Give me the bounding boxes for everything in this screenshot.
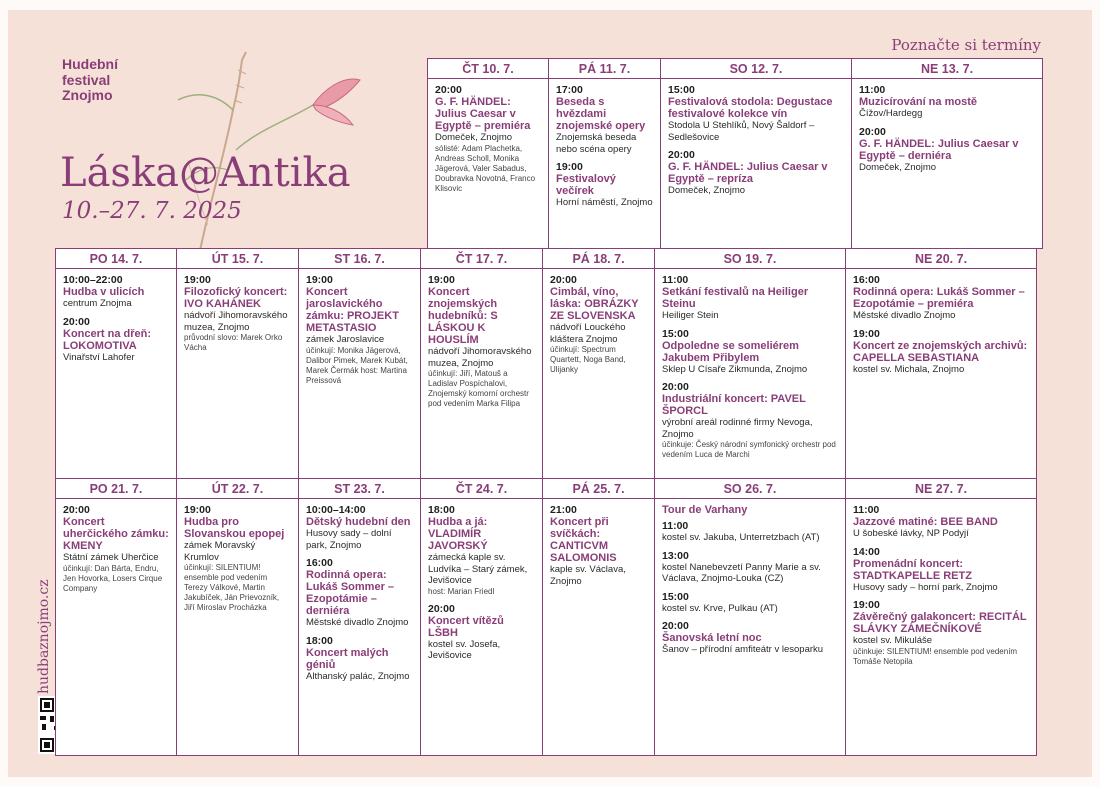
event-title: Koncert malých géniů — [306, 646, 389, 671]
event-item — [306, 274, 413, 386]
day-header: NE 13. 7. — [852, 59, 1042, 79]
event-venue: Znojemská beseda nebo scéna opery — [556, 132, 637, 155]
event-item — [184, 504, 291, 613]
event-item — [662, 520, 838, 544]
event-title: Muzicírování na mostě — [859, 96, 977, 108]
day-cell — [55, 248, 177, 479]
event-venue: Husovy sady – dolní park, Znojmo — [306, 528, 392, 551]
day-header: ÚT 15. 7. — [177, 249, 298, 269]
event-time: 20:00 — [63, 504, 90, 516]
day-header: PO 21. 7. — [56, 479, 176, 499]
event-venue: nádvoří Jihomoravského muzea, Znojmo — [428, 346, 532, 369]
event-time: 21:00 — [550, 504, 577, 516]
event-item — [662, 381, 838, 460]
event-time: 20:00 — [435, 84, 462, 96]
event-time: 15:00 — [662, 590, 689, 603]
day-cell — [427, 58, 549, 249]
event-time: 20:00 — [662, 620, 689, 632]
day-header: SO 26. 7. — [655, 479, 845, 499]
event-note: host: Marian Friedl — [428, 586, 495, 596]
event-venue: Státní zámek Uherčice — [63, 552, 159, 563]
event-title: Odpoledne se someliérem Jakubem Přibylem — [662, 339, 799, 364]
event-title: Koncert jaroslavického zámku: PROJEKT METASTASIO — [306, 286, 399, 334]
event-item — [550, 504, 647, 587]
festival-poster — [8, 10, 1092, 777]
day-header: NE 27. 7. — [846, 479, 1036, 499]
event-time: 20:00 — [859, 125, 886, 138]
day-cell — [654, 478, 846, 756]
event-title: Koncert ze znojemských archivů: CAPELLA SEBASTIANA — [853, 339, 1028, 364]
event-item — [853, 504, 1029, 540]
event-note: účinkuje: SILENTIUM! ensemble pod vedením Tomáše Netopila — [853, 646, 1018, 666]
calendar-row-week-1 — [427, 58, 1042, 249]
event-title: Hudba pro Slovanskou epopej — [184, 516, 285, 540]
event-title: G. F. HÄNDEL: Julius Caesar v Egyptě – premiéra — [435, 96, 531, 132]
day-header: SO 19. 7. — [655, 249, 845, 269]
event-venue: U šobeské lávky, NP Podyjí — [853, 528, 969, 539]
day-header: ÚT 22. 7. — [177, 479, 298, 499]
event-venue: kaple sv. Václava, Znojmo — [550, 564, 626, 587]
day-header: SO 12. 7. — [661, 59, 851, 79]
brand-line-3: Znojmo — [62, 87, 113, 103]
event-title: Filozofický koncert: IVO KAHÁNEK — [184, 286, 288, 310]
event-venue: nádvoří Jihomoravského muzea, Znojmo — [184, 310, 288, 333]
event-title: Koncert uherčického zámku: KMENY — [63, 516, 169, 552]
day-header: NE 20. 7. — [846, 249, 1036, 269]
poznacte-heading: Poznačte si termíny — [891, 36, 1041, 54]
event-venue: Městské divadlo Znojmo — [853, 310, 956, 321]
day-cell — [660, 58, 852, 249]
day-header: ČT 17. 7. — [421, 249, 542, 269]
event-time: 19:00 — [853, 327, 880, 340]
event-venue: zámecká kaple sv. Ludvíka – Starý zámek, Jevišovice — [428, 552, 528, 586]
event-item — [556, 161, 653, 209]
event-item — [859, 84, 1035, 120]
day-cell — [420, 248, 543, 479]
event-time: 11:00 — [662, 520, 689, 532]
day-header: PO 14. 7. — [56, 249, 176, 269]
event-title: G. F. HÄNDEL: Julius Caesar v Egyptě – derniéra — [859, 137, 1019, 162]
event-title: Jazzové matiné: BEE BAND — [853, 516, 998, 528]
event-title: Beseda s hvězdami znojemské opery — [556, 96, 646, 132]
day-cell — [420, 478, 543, 756]
event-title: Festivalový večírek — [556, 173, 616, 197]
event-item — [859, 126, 1035, 174]
event-item — [428, 504, 535, 597]
festival-brand — [62, 57, 118, 104]
event-item — [306, 635, 413, 683]
event-venue: kostel Nanebevzetí Panny Marie a sv. Václava, Znojmo-Louka (CZ) — [662, 561, 821, 584]
brand-line-1: Hudební — [62, 56, 118, 72]
event-time: 10:00–14:00 — [306, 504, 366, 516]
event-note: účinkují: Monika Jägerová, Dalibor Pimek, Marek Kubát, Marek Čermák host: Martina Preissová — [306, 345, 408, 385]
event-item — [63, 274, 169, 310]
day-cell — [548, 58, 661, 249]
event-venue: výrobní areál rodinné firmy Nevoga, Znojmo — [662, 417, 813, 440]
website-url[interactable]: hudbaznojmo.cz — [36, 579, 52, 694]
festival-dates: 10.–27. 7. 2025 — [62, 198, 242, 224]
day-header: ČT 10. 7. — [428, 59, 548, 79]
event-venue: nádvoří Louckého kláštera Znojmo — [550, 322, 626, 345]
event-item — [184, 274, 291, 353]
day-header: ČT 24. 7. — [421, 479, 542, 499]
event-note: sólisté: Adam Plachetka, Andreas Scholl, Monika Jägerová, Valer Sabadus, Doubravka Novotná, Franco Klisovic — [435, 143, 536, 193]
event-title: G. F. HÄNDEL: Julius Caesar v Egyptě – repríza — [668, 161, 828, 185]
event-item — [428, 603, 535, 662]
day-header: PÁ 25. 7. — [543, 479, 654, 499]
event-item — [662, 620, 838, 656]
event-title: Hudba a já: VLADIMÍR JAVORSKÝ — [428, 516, 488, 552]
day-cell — [542, 478, 655, 756]
event-time: 15:00 — [662, 327, 689, 340]
event-title: Rodinná opera: Lukáš Sommer – Ezopotámie – premiéra — [853, 286, 1025, 310]
event-venue: Městské divadlo Znojmo — [306, 617, 409, 628]
event-venue: Stodola U Stehlíků, Nový Šaldorf – Sedlešovice — [668, 120, 815, 143]
day-header: PÁ 11. 7. — [549, 59, 660, 79]
day-cell — [542, 248, 655, 479]
event-item — [63, 504, 169, 594]
event-item — [63, 316, 169, 364]
event-venue: centrum Znojma — [63, 298, 132, 309]
event-time: 11:00 — [662, 274, 689, 286]
event-item — [662, 591, 838, 615]
calendar-row-week-3 — [55, 478, 1036, 756]
event-venue: Domeček, Znojmo — [859, 161, 937, 173]
event-item — [853, 599, 1029, 667]
day-cell — [55, 478, 177, 756]
event-title: Koncert znojemských hudebníků: S LÁSKOU K HOUSLÍM — [428, 286, 498, 346]
event-item — [853, 546, 1029, 594]
event-time: 11:00 — [859, 84, 886, 96]
event-venue: zámek Jaroslavice — [306, 334, 385, 345]
event-title: Koncert na dřeň: LOKOMOTIVA — [63, 327, 152, 352]
event-time: 18:00 — [306, 634, 333, 647]
event-venue: Šanov – přírodní amfiteátr v lesoparku — [662, 644, 824, 655]
event-item — [306, 504, 413, 551]
event-title: Hudba v ulicích — [63, 286, 145, 298]
event-time: 19:00 — [428, 274, 455, 286]
event-time: 14:00 — [853, 545, 880, 558]
event-item — [306, 557, 413, 629]
event-venue: Sklep U Císaře Zikmunda, Znojmo — [662, 363, 808, 375]
event-time: 16:00 — [853, 274, 880, 286]
event-note: účinkuje: Český národní symfonický orchestr pod vedením Luca de Marchi — [662, 440, 836, 459]
event-title: Tour de Varhany — [662, 504, 748, 516]
event-item — [662, 550, 838, 585]
event-time: 16:00 — [306, 557, 333, 569]
day-header: ST 16. 7. — [299, 249, 420, 269]
event-item — [428, 274, 535, 409]
event-item — [853, 328, 1029, 376]
event-title: Cimbál, víno, láska: OBRÁZKY ZE SLOVENSKA — [550, 286, 639, 322]
day-cell — [298, 478, 421, 756]
day-cell — [845, 248, 1037, 479]
event-time: 19:00 — [306, 274, 333, 286]
event-time: 19:00 — [184, 504, 211, 516]
event-venue: Althanský palác, Znojmo — [306, 670, 410, 682]
event-time: 20:00 — [662, 381, 689, 393]
event-time: 20:00 — [63, 315, 90, 328]
event-note: účinkují: SILENTIUM! ensemble pod vedením Terezy Válkové, Martin Jakubíček, Ján Prievozník, Jiří Miroslav Procházka — [184, 563, 280, 612]
event-venue: Husovy sady – horní park, Znojmo — [853, 581, 998, 593]
event-time: 19:00 — [184, 274, 211, 286]
event-time: 20:00 — [428, 602, 455, 615]
event-venue: kostel sv. Krve, Pulkau (AT) — [662, 602, 778, 614]
event-note: účinkují: Dan Bárta, Endru, Jen Hovorka, Losers Cirque Company — [63, 563, 163, 593]
event-title: Rodinná opera: Lukáš Sommer – Ezopotámie – derniéra — [306, 569, 395, 617]
event-venue: kostel sv. Mikuláše — [853, 635, 933, 646]
event-item — [662, 274, 838, 322]
event-venue: kostel sv. Josefa, Jevišovice — [428, 638, 501, 661]
event-note: účinkují: Spectrum Quartett, Noga Band, Ulijanky — [550, 345, 626, 374]
event-time: 18:00 — [428, 504, 455, 516]
event-title: Závěrečný galakoncert: RECITÁL SLÁVKY ZÁMEČNÍKOVÉ — [853, 611, 1027, 635]
event-venue: Domeček, Znojmo — [435, 132, 513, 143]
event-venue: zámek Moravský Krumlov — [184, 540, 256, 563]
brand-line-2: festival — [62, 71, 111, 88]
day-cell — [176, 478, 299, 756]
day-cell — [298, 248, 421, 479]
day-cell — [176, 248, 299, 479]
event-title: Koncert vítězů LŠBH — [428, 614, 504, 639]
event-venue: Čížov/Hardegg — [859, 108, 923, 119]
event-time: 19:00 — [853, 599, 880, 611]
event-time: 11:00 — [853, 504, 880, 516]
festival-title: Láska@Antika — [60, 150, 351, 196]
event-title: Promenádní koncert: STADTKAPELLE RETZ — [853, 557, 972, 582]
day-cell — [845, 478, 1037, 756]
event-item — [435, 84, 541, 194]
day-header: ST 23. 7. — [299, 479, 420, 499]
event-time: 20:00 — [668, 149, 695, 161]
event-item — [662, 504, 838, 516]
event-time: 13:00 — [662, 549, 689, 562]
calendar-row-week-2 — [55, 248, 1036, 479]
day-cell — [851, 58, 1043, 249]
event-item — [668, 84, 844, 143]
event-venue: Domeček, Znojmo — [668, 185, 746, 196]
event-item — [550, 274, 647, 375]
event-note: průvodní slovo: Marek Orko Vácha — [184, 333, 283, 352]
event-title: Setkání festivalů na Heiliger Steinu — [662, 286, 809, 310]
event-venue: Vinařství Lahofer — [63, 351, 135, 363]
event-venue: kostel sv. Jakuba, Unterretzbach (AT) — [662, 532, 820, 543]
event-title: Festivalová stodola: Degustace festivalové kolekce vín — [668, 96, 833, 120]
event-time: 20:00 — [550, 274, 577, 286]
event-time: 19:00 — [556, 161, 583, 173]
event-venue: Heiliger Stein — [662, 310, 719, 321]
event-title: Dětský hudební den — [306, 516, 411, 528]
event-item — [556, 84, 653, 155]
event-time: 10:00–22:00 — [63, 274, 123, 286]
event-item — [662, 328, 838, 376]
event-venue: kostel sv. Michala, Znojmo — [853, 363, 965, 375]
event-title: Šanovská letní noc — [662, 632, 762, 644]
event-item — [668, 149, 844, 197]
event-note: účinkují: Jiří, Matouš a Ladislav Pospíchalovi, Znojemský komorní orchestr pod vedením Marka Filipa — [428, 369, 529, 408]
day-cell — [654, 248, 846, 479]
event-title: Industriální koncert: PAVEL ŠPORCL — [662, 393, 806, 417]
event-time: 15:00 — [668, 84, 695, 96]
event-time: 17:00 — [556, 84, 583, 96]
event-item — [853, 274, 1029, 322]
day-header: PÁ 18. 7. — [543, 249, 654, 269]
event-venue: Horní náměstí, Znojmo — [556, 197, 653, 208]
event-title: Koncert při svíčkách: CANTICVM SALOMONIS — [550, 516, 617, 564]
